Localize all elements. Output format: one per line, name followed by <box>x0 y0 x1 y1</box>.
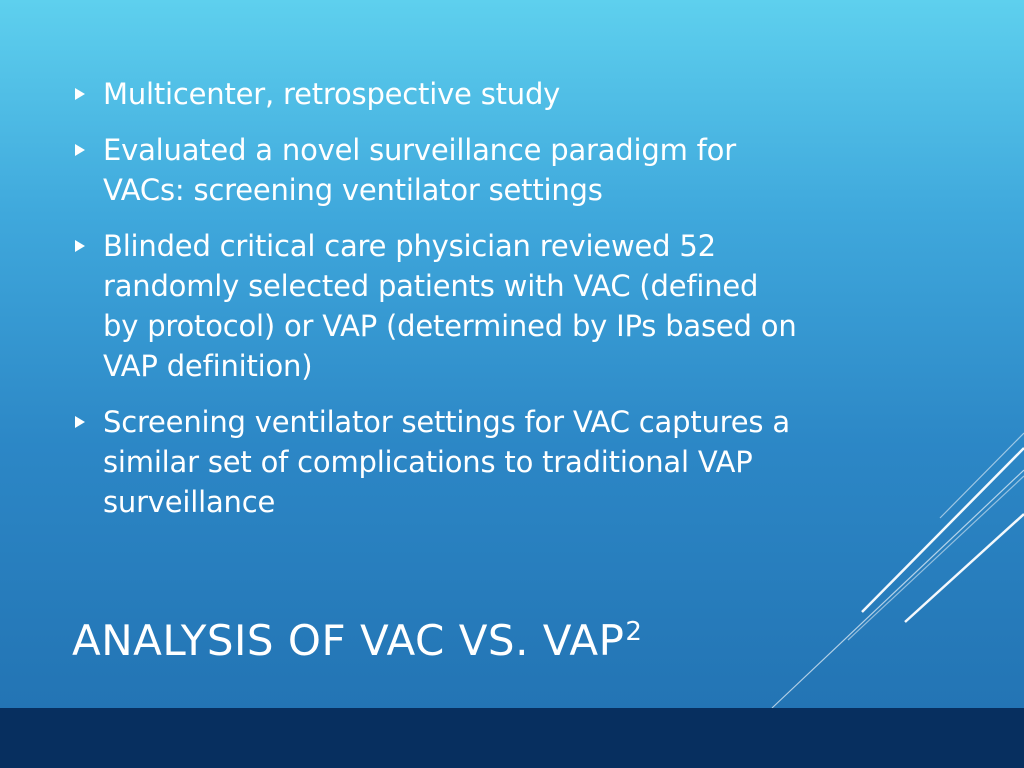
footer-band <box>0 708 1024 768</box>
bullet-item <box>72 226 802 386</box>
slide-title <box>72 613 642 669</box>
deco-line-1 <box>940 433 1024 518</box>
deco-line-4 <box>905 514 1024 622</box>
bullet-text: Screening ventilator settings for VAC captures a similar set of complications to traditional VAP surveillance <box>103 405 790 519</box>
triangle-right-icon <box>75 240 85 252</box>
deco-line-5 <box>772 470 1024 708</box>
triangle-right-icon <box>75 144 85 156</box>
title-superscript: 2 <box>625 617 643 647</box>
bullet-item <box>72 402 802 522</box>
bullet-text: Evaluated a novel surveillance paradigm for VACs: screening ventilator settings <box>103 133 736 207</box>
bullet-item <box>72 74 802 114</box>
deco-line-2 <box>862 448 1024 612</box>
triangle-right-icon <box>75 88 85 100</box>
bullet-list <box>72 74 802 538</box>
triangle-right-icon <box>75 416 85 428</box>
bullet-text: Blinded critical care physician reviewed 52 randomly selected patients with VAC (defined by protocol) or VAP (determined by IPs based on VAP definition) <box>103 229 797 383</box>
slide-title-text: ANALYSIS OF VAC VS. VAP <box>72 616 625 665</box>
deco-line-3 <box>848 476 1024 640</box>
bullet-text: Multicenter, retrospective study <box>103 77 561 111</box>
bullet-item <box>72 130 802 210</box>
